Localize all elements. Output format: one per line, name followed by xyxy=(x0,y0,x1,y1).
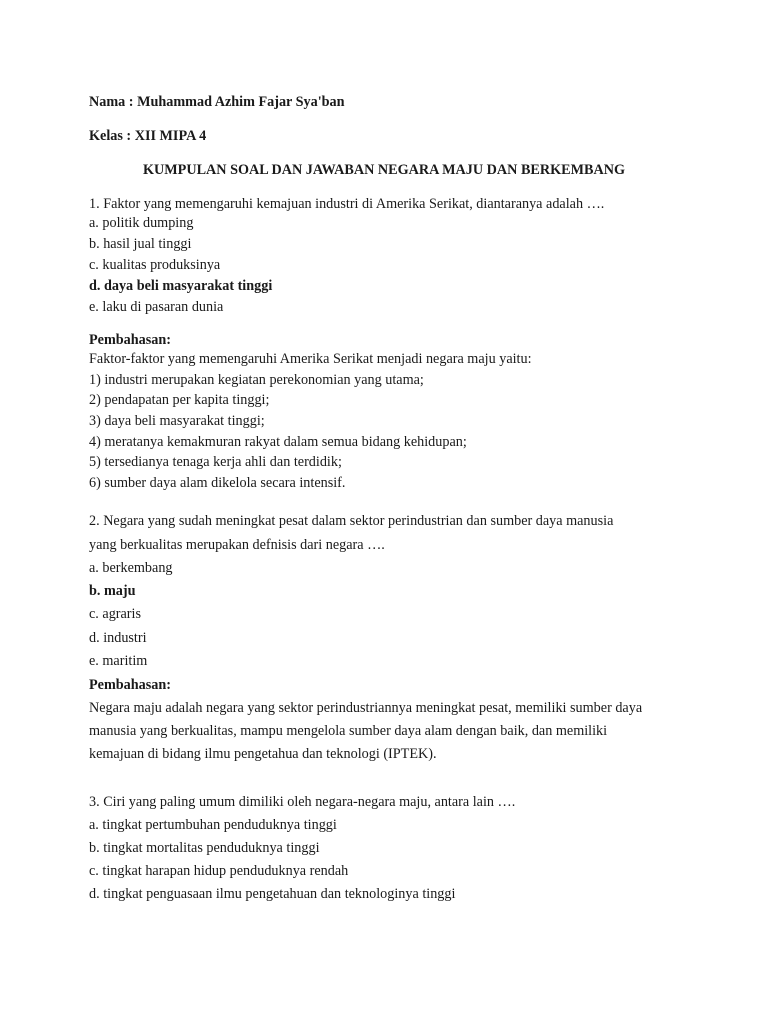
q1-discussion-point-2: 2) pendapatan per kapita tinggi; xyxy=(89,392,270,408)
q1-discussion-intro: Faktor-faktor yang memengaruhi Amerika Serikat menjadi negara maju yaitu: xyxy=(89,351,532,367)
question-3: 3. Ciri yang paling umum dimiliki oleh negara-negara maju, antara lain …. xyxy=(89,794,516,810)
q1-discussion-point-6: 6) sumber daya alam dikelola secara intensif. xyxy=(89,475,346,491)
q2-option-a: a. berkembang xyxy=(89,560,173,576)
q1-discussion-point-5: 5) tersedianya tenaga kerja ahli dan terdidik; xyxy=(89,454,342,470)
q3-option-a: a. tingkat pertumbuhan penduduknya tinggi xyxy=(89,817,337,833)
q2-discussion-label: Pembahasan: xyxy=(89,677,171,693)
q2-option-b-answer: b. maju xyxy=(89,583,136,599)
q1-discussion-label: Pembahasan: xyxy=(89,332,171,348)
document-title: KUMPULAN SOAL DAN JAWABAN NEGARA MAJU DAN BERKEMBANG xyxy=(143,162,625,178)
q3-option-d: d. tingkat penguasaan ilmu pengetahuan dan teknologinya tinggi xyxy=(89,886,456,902)
q1-option-c: c. kualitas produksinya xyxy=(89,257,221,273)
question-2-line-2: yang berkualitas merupakan defnisis dari negara …. xyxy=(89,537,385,553)
student-class: Kelas : XII MIPA 4 xyxy=(89,128,207,144)
question-1: 1. Faktor yang memengaruhi kemajuan industri di Amerika Serikat, diantaranya adalah …. xyxy=(89,196,605,212)
q2-discussion-line-3: kemajuan di bidang ilmu pengetahua dan teknologi (IPTEK). xyxy=(89,746,437,762)
student-name: Nama : Muhammad Azhim Fajar Sya'ban xyxy=(89,94,345,110)
q1-discussion-point-4: 4) meratanya kemakmuran rakyat dalam semua bidang kehidupan; xyxy=(89,434,467,450)
q2-option-d: d. industri xyxy=(89,630,147,646)
q1-discussion-point-1: 1) industri merupakan kegiatan perekonomian yang utama; xyxy=(89,372,424,388)
q2-option-c: c. agraris xyxy=(89,606,141,622)
q2-discussion-line-1: Negara maju adalah negara yang sektor perindustriannya meningkat pesat, memiliki sumber daya xyxy=(89,700,643,716)
q1-option-b: b. hasil jual tinggi xyxy=(89,236,192,252)
q3-option-c: c. tingkat harapan hidup penduduknya rendah xyxy=(89,863,349,879)
q2-discussion-line-2: manusia yang berkualitas, mampu mengelola sumber daya alam dengan baik, dan memiliki xyxy=(89,723,608,739)
q1-option-d-answer: d. daya beli masyarakat tinggi xyxy=(89,278,273,294)
question-2-line-1: 2. Negara yang sudah meningkat pesat dalam sektor perindustrian dan sumber daya manusia xyxy=(89,513,614,529)
q1-option-e: e. laku di pasaran dunia xyxy=(89,299,224,315)
q3-option-b: b. tingkat mortalitas penduduknya tinggi xyxy=(89,840,320,856)
q1-discussion-point-3: 3) daya beli masyarakat tinggi; xyxy=(89,413,265,429)
q2-option-e: e. maritim xyxy=(89,653,148,669)
q1-option-a: a. politik dumping xyxy=(89,215,194,231)
